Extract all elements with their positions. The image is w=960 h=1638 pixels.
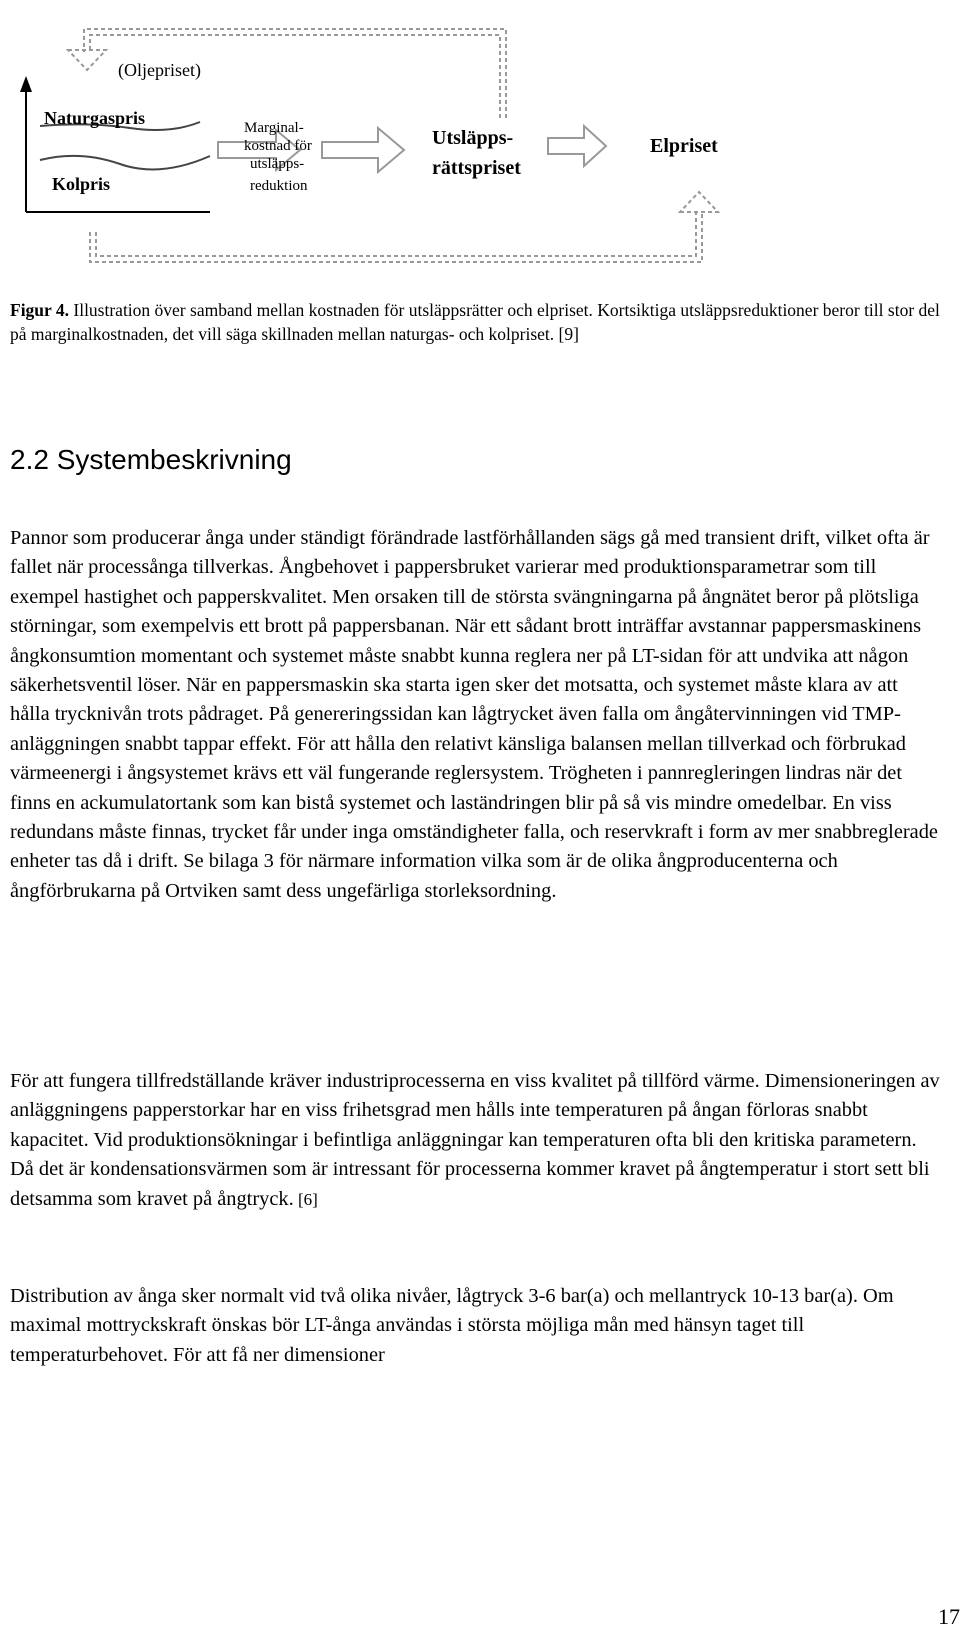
marginal-label-line3: utsläpps- bbox=[250, 156, 305, 172]
paragraph-2-ref: [6] bbox=[293, 1189, 318, 1209]
utslapps-label-line1: Utsläpps- bbox=[432, 127, 514, 149]
figure-4-diagram bbox=[0, 0, 960, 300]
caption-text: Illustration över samband mellan kostnaden för utsläppsrätter och elpriset. Kortsiktiga utsläppsreduktioner beror till stor del på marginalkostnaden, det vill säga skillnaden mellan naturgas- och kolpriset. bbox=[10, 300, 940, 344]
arrow-3 bbox=[548, 126, 606, 166]
paragraph-2-text: För att fungera tillfredställande kräver industriprocesserna en viss kvalitet på tillförd värme. Dimensioneringen av anläggningens papperstorkar har en viss frihetsgrad men hålls inte temperaturen på ångan förloras snabbt kapacitet. Vid produktionsökningar i befintliga anläggningar kan temperaturen ofta bli den kritiska parametern. Då det är kondensationsvärmen som är intressant för processerna kommer kravet på ångtemperatur i stort sett bli detsamma som kravet på ångtryck. bbox=[10, 1070, 940, 1210]
elpriset-label: Elpriset bbox=[650, 135, 718, 157]
arrow-2 bbox=[322, 128, 404, 172]
flow-diagram bbox=[0, 0, 960, 300]
paragraph-2 bbox=[10, 1067, 940, 1214]
page-number: 17 bbox=[938, 1604, 960, 1629]
marginal-label-line1: Marginal- bbox=[244, 120, 304, 136]
figure-caption bbox=[10, 298, 940, 346]
kolpris-curve bbox=[40, 156, 210, 170]
top-feedback-arrowhead bbox=[68, 50, 106, 70]
section-heading: 2.2 Systembeskrivning bbox=[10, 444, 292, 475]
axis-arrowhead bbox=[20, 76, 32, 92]
naturgaspris-label: Naturgaspris bbox=[44, 108, 146, 128]
kolpris-label: Kolpris bbox=[52, 174, 111, 194]
figure-label: Figur 4. bbox=[10, 300, 69, 320]
marginal-label-line2: kostnad för bbox=[244, 138, 312, 154]
oljepriset-label: (Oljepriset) bbox=[118, 60, 201, 80]
marginal-label-line4: reduktion bbox=[250, 178, 308, 194]
caption-ref: [9] bbox=[554, 324, 579, 344]
utslapps-label-line2: rättspriset bbox=[432, 157, 521, 179]
paragraph-1: Pannor som producerar ånga under ständigt förändrade lastförhållanden sägs gå med transient drift, vilket ofta är fallet när processånga tillverkas. Ångbehovet i pappersbruket varierar med produktionsparametrar som till exempel hastighet och papperskvalitet. Men orsaken till de största svängningarna på ångnätet beror på plötsliga störningar, som exempelvis ett brott på pappersbanan. När ett sådant brott inträffar avstannar pappersmaskinens ångkonsumtion momentant och systemet måste snabbt kunna reglera ner på LT-sidan för att undvika att någon säkerhetsventil löser. När en pappersmaskin ska starta igen sker det motsatta, och systemet måste klara av att hålla trycknivån trots pådraget. På genereringssidan kan lågtrycket även falla om ångåtervinningen vid TMP-anläggningen snabbt tappar effekt. För att hålla den relativt känsliga balansen mellan tillverkad och förbrukad värmeenergi i ångsystemet krävs ett väl fungerande reglersystem. Trögheten i pannregleringen lindras när det finns en ackumulatortank som kan bistå systemet och laständringen blir på så vis mindre omedelbar. En viss redundans måste finnas, trycket får under inga omständigheter falla, och reservkraft i form av mer snabbreglerade enheter tas då i drift. Se bilaga 3 för närmare information vilka som är de olika ångproducenterna och ångförbrukarna på Ortviken samt dess ungefärliga storleksordning. bbox=[10, 527, 938, 902]
bottom-feedback-arrowhead bbox=[680, 192, 718, 212]
paragraph-3: Distribution av ånga sker normalt vid två olika nivåer, lågtryck 3-6 bar(a) och mellantryck 10-13 bar(a). Om maximal mottryckskraft önskas bör LT-ånga användas i största möjliga mån med hänsyn taget till temperaturbehovet. För att få ner dimensioner bbox=[10, 1285, 894, 1366]
bottom-feedback-arrow bbox=[90, 212, 702, 262]
